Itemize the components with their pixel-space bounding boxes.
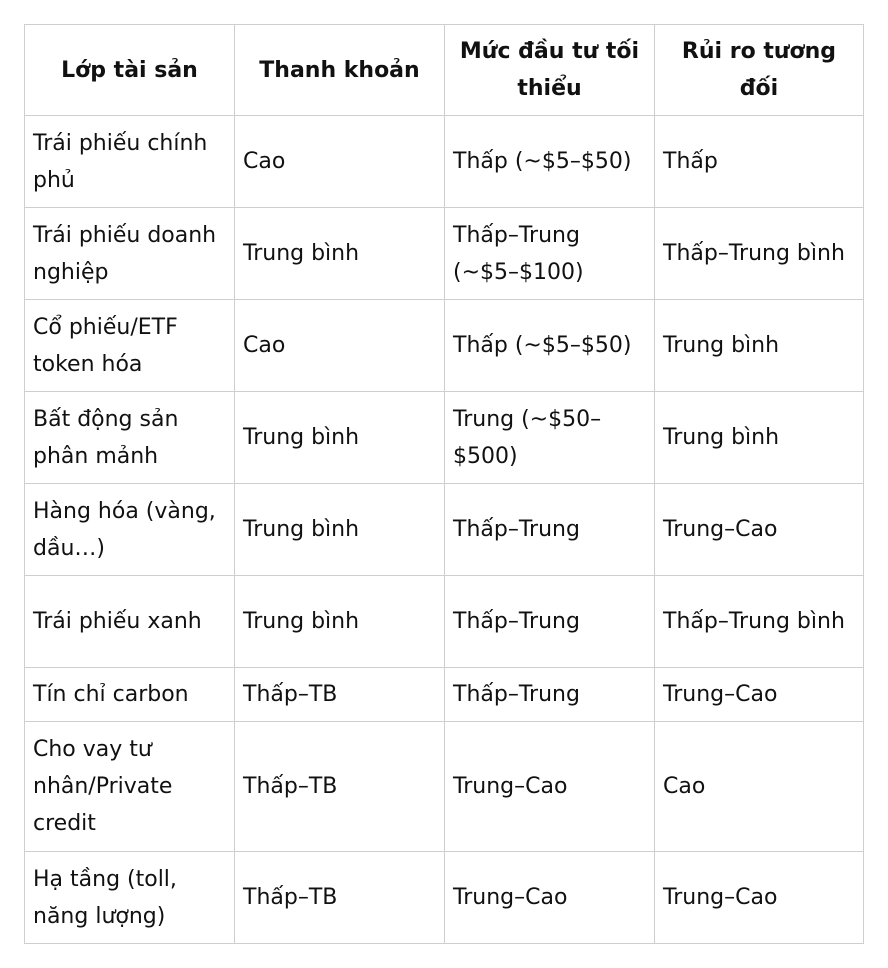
cell-liquidity: Thấp–TB <box>235 668 445 722</box>
header-liquidity: Thanh khoản <box>235 25 445 116</box>
cell-min-investment: Thấp–Trung <box>445 484 655 576</box>
header-min-investment: Mức đầu tư tối thiểu <box>445 25 655 116</box>
table-header <box>25 25 864 116</box>
cell-asset-class: Hàng hóa (vàng, dầu…) <box>25 484 235 576</box>
cell-min-investment: Thấp–Trung (~$5–$100) <box>445 208 655 300</box>
cell-relative-risk: Trung–Cao <box>655 668 864 722</box>
cell-relative-risk: Cao <box>655 722 864 852</box>
cell-min-investment: Thấp (~$5–$50) <box>445 300 655 392</box>
table-row <box>25 300 864 392</box>
asset-class-table <box>24 24 864 944</box>
cell-relative-risk: Trung–Cao <box>655 484 864 576</box>
cell-liquidity: Cao <box>235 300 445 392</box>
table-row <box>25 484 864 576</box>
table-row <box>25 116 864 208</box>
cell-relative-risk: Trung bình <box>655 392 864 484</box>
cell-asset-class: Trái phiếu xanh <box>25 576 235 668</box>
cell-asset-class: Cổ phiếu/ETF token hóa <box>25 300 235 392</box>
table-row <box>25 668 864 722</box>
cell-min-investment: Trung–Cao <box>445 852 655 944</box>
cell-min-investment: Thấp (~$5–$50) <box>445 116 655 208</box>
table-row <box>25 208 864 300</box>
header-row <box>25 25 864 116</box>
cell-relative-risk: Thấp–Trung bình <box>655 208 864 300</box>
cell-liquidity: Trung bình <box>235 392 445 484</box>
header-asset-class: Lớp tài sản <box>25 25 235 116</box>
cell-min-investment: Trung (~$50–$500) <box>445 392 655 484</box>
cell-min-investment: Thấp–Trung <box>445 576 655 668</box>
asset-class-table-wrapper <box>24 24 864 944</box>
cell-relative-risk: Trung–Cao <box>655 852 864 944</box>
table-body <box>25 116 864 944</box>
cell-asset-class: Cho vay tư nhân/Private credit <box>25 722 235 852</box>
cell-asset-class: Trái phiếu doanh nghiệp <box>25 208 235 300</box>
cell-asset-class: Trái phiếu chính phủ <box>25 116 235 208</box>
cell-liquidity: Trung bình <box>235 576 445 668</box>
cell-asset-class: Hạ tầng (toll, năng lượng) <box>25 852 235 944</box>
cell-liquidity: Thấp–TB <box>235 852 445 944</box>
table-row <box>25 392 864 484</box>
table-row <box>25 722 864 852</box>
cell-liquidity: Trung bình <box>235 484 445 576</box>
table-row <box>25 576 864 668</box>
cell-relative-risk: Trung bình <box>655 300 864 392</box>
header-relative-risk: Rủi ro tương đối <box>655 25 864 116</box>
cell-asset-class: Bất động sản phân mảnh <box>25 392 235 484</box>
cell-relative-risk: Thấp–Trung bình <box>655 576 864 668</box>
cell-asset-class: Tín chỉ carbon <box>25 668 235 722</box>
cell-liquidity: Thấp–TB <box>235 722 445 852</box>
cell-min-investment: Thấp–Trung <box>445 668 655 722</box>
table-row <box>25 852 864 944</box>
cell-relative-risk: Thấp <box>655 116 864 208</box>
cell-min-investment: Trung–Cao <box>445 722 655 852</box>
cell-liquidity: Trung bình <box>235 208 445 300</box>
cell-liquidity: Cao <box>235 116 445 208</box>
